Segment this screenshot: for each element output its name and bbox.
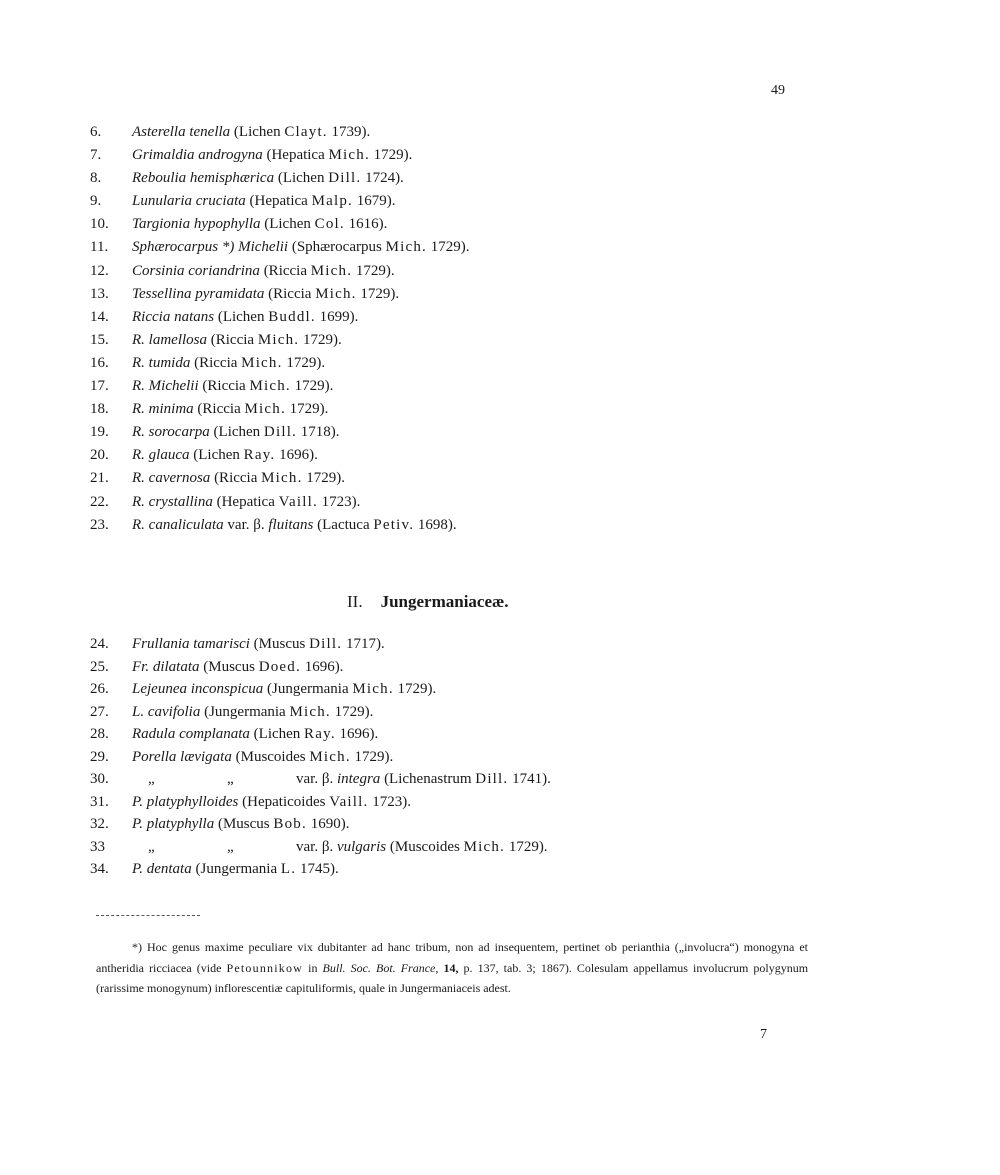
year: 1729). xyxy=(354,748,394,765)
list-item xyxy=(90,467,470,490)
year: 1739). xyxy=(331,124,371,140)
variety-name: fluitans xyxy=(268,516,314,533)
year: 1729). xyxy=(373,147,413,164)
section-title: Jungermaniaceæ. xyxy=(380,592,509,611)
footnote-text: p. 137, tab. 3; 1867). Colesulam appellamus involucrum polygynum (rarissime monogynum) inflorescentiæ capituliformis, quale in Jungermaniaceis adest. xyxy=(96,960,809,995)
entry-number: 11. xyxy=(90,239,109,256)
list-item xyxy=(90,144,470,167)
list-item xyxy=(90,813,436,836)
year: 1679). xyxy=(356,193,396,210)
year: 1729). xyxy=(397,681,437,697)
author: Mich. xyxy=(241,354,283,371)
species-name: Fr. dilatata xyxy=(132,658,200,675)
species-name: Radula complanata xyxy=(132,726,250,742)
synonym: (Lactuca xyxy=(317,516,370,533)
list-item xyxy=(90,491,470,514)
entry-number: 19. xyxy=(90,424,109,441)
species-name: P. platyphylloides xyxy=(132,793,239,810)
year: 1696). xyxy=(279,447,318,464)
species-name: Reboulia hemisphærica xyxy=(132,170,275,187)
list-item xyxy=(90,746,436,769)
footnote xyxy=(96,937,808,999)
synonym: (Lichenastrum xyxy=(384,771,472,787)
synonym: (Lichen xyxy=(277,170,325,187)
species-name: R. crystallina xyxy=(132,493,213,510)
author: Ray. xyxy=(304,726,336,742)
species-name: R. lamellosa xyxy=(132,331,207,348)
species-name: P. platyphylla xyxy=(132,816,215,832)
entry-number: 33 xyxy=(90,838,105,855)
author: Vaill. xyxy=(278,493,318,510)
author: Dill. xyxy=(475,771,509,787)
species-name: P. dentata xyxy=(132,861,192,877)
list-item xyxy=(90,121,470,144)
species-name: R. Michelii xyxy=(132,378,199,395)
species-name: Grimaldia androgyna xyxy=(132,147,263,164)
footnote-rule xyxy=(96,915,200,916)
author: Mich. xyxy=(261,470,303,487)
species-name: Sphærocarpus *) Michelii xyxy=(132,239,289,256)
author: Col. xyxy=(314,216,345,233)
species-name: Lunularia cruciata xyxy=(132,193,246,210)
year: 1690). xyxy=(310,816,350,832)
synonym: (Riccia xyxy=(263,262,307,279)
author: Mich. xyxy=(385,239,428,256)
species-list-part-1 xyxy=(90,121,470,537)
species-list-part-2 xyxy=(90,633,551,881)
entry-number: 8. xyxy=(90,170,102,187)
author: Dill. xyxy=(328,170,362,187)
variety-label: var. β. xyxy=(296,771,334,787)
year: 1729). xyxy=(289,401,329,418)
entry-number: 25. xyxy=(90,658,109,675)
year: 1729). xyxy=(286,354,326,371)
list-item xyxy=(90,444,470,467)
entry-number: 14. xyxy=(90,308,109,325)
entry-number: 6. xyxy=(90,124,102,140)
synonym: (Riccia xyxy=(202,378,246,395)
entry-number: 29. xyxy=(90,748,109,765)
author: Mich. xyxy=(315,285,357,302)
list-item xyxy=(90,236,470,259)
author: Doed. xyxy=(258,658,301,675)
entry-number: 30. xyxy=(90,771,109,787)
author: Petiv. xyxy=(373,516,415,533)
synonym: (Muscoides xyxy=(235,748,306,765)
species-name: Riccia natans xyxy=(132,308,215,325)
year: 1729). xyxy=(334,703,374,720)
list-item xyxy=(90,167,470,190)
year: 1723). xyxy=(372,793,411,810)
year: 1723). xyxy=(321,493,361,510)
author: Malp. xyxy=(311,193,353,210)
entry-number: 22. xyxy=(90,493,109,510)
list-item xyxy=(90,723,436,746)
entry-number: 23. xyxy=(90,516,109,533)
synonym: (Muscus xyxy=(203,658,255,675)
year: 1729). xyxy=(302,331,342,348)
entry-number: 15. xyxy=(90,331,109,348)
list-item xyxy=(90,656,436,679)
species-name: R. canaliculata xyxy=(132,516,224,533)
author: Ray. xyxy=(243,447,276,464)
year: 1698). xyxy=(417,516,457,533)
synonym: (Jungermania xyxy=(204,703,286,720)
synonym: (Riccia xyxy=(210,331,255,348)
year: 1724). xyxy=(365,170,404,187)
footnote-volume: 14, xyxy=(443,960,459,975)
synonym: (Sphærocarpus xyxy=(291,239,382,256)
variety-entry xyxy=(296,768,551,791)
author: Bob. xyxy=(273,816,307,832)
year: 1718). xyxy=(300,424,340,441)
entry-number: 32. xyxy=(90,816,109,832)
synonym: (Muscus xyxy=(217,816,270,832)
synonym: (Riccia xyxy=(214,470,258,487)
author: Mich. xyxy=(352,681,394,697)
list-item xyxy=(90,421,470,444)
footnote-text: in xyxy=(308,960,318,975)
entry-number: 26. xyxy=(90,681,109,697)
year: 1729). xyxy=(306,470,346,487)
synonym: (Lichen xyxy=(264,216,311,233)
synonym: (Jungermania xyxy=(266,681,349,697)
section-numeral: II. xyxy=(347,592,363,611)
author: Mich. xyxy=(463,838,506,855)
author: L. xyxy=(280,861,297,877)
ditto-mark: „ xyxy=(148,771,155,787)
list-item xyxy=(90,633,436,656)
entry-number: 34. xyxy=(90,861,109,877)
entry-number: 27. xyxy=(90,703,109,720)
entry-number: 10. xyxy=(90,216,109,233)
author: Mich. xyxy=(257,331,300,348)
author: Mich. xyxy=(310,262,353,279)
entry-number: 9. xyxy=(90,193,102,210)
year: 1729). xyxy=(430,239,470,256)
footnote-marker: *) xyxy=(132,940,142,954)
species-name: Corsinia coriandrina xyxy=(132,262,260,279)
author: Mich. xyxy=(249,378,291,395)
species-name: L. cavifolia xyxy=(132,703,201,720)
variety-label: var. β. xyxy=(227,516,265,533)
author: Buddl. xyxy=(268,308,316,325)
synonym: (Hepatica xyxy=(266,147,325,164)
list-item xyxy=(90,329,470,352)
variety-entry xyxy=(296,836,548,859)
author: Dill. xyxy=(263,424,298,441)
year: 1717). xyxy=(345,636,385,652)
year: 1696). xyxy=(339,726,379,742)
footnote-text: Hoc genus maxime peculiare vix dubitanter ad hanc tribum, non ad insequentem, pertinet ob perianthia („involucra“) monogyna et antheridia ricciacea (vide xyxy=(96,940,808,975)
year: 1729). xyxy=(508,838,548,855)
list-item xyxy=(90,768,551,791)
list-item xyxy=(90,283,470,306)
entry-number: 24. xyxy=(90,636,109,652)
author: Vaill. xyxy=(329,793,369,810)
author: Mich. xyxy=(289,703,331,720)
author: Mich. xyxy=(328,147,370,164)
synonym: (Muscus xyxy=(253,636,306,652)
author: Dill. xyxy=(309,636,343,652)
synonym: (Hepatica xyxy=(216,493,275,510)
list-item xyxy=(90,791,436,814)
year: 1729). xyxy=(294,378,334,395)
species-name: R. minima xyxy=(132,401,194,418)
entry-number: 17. xyxy=(90,378,109,395)
entry-number: 20. xyxy=(90,447,109,464)
synonym: (Muscoides xyxy=(389,838,460,855)
synonym: (Jungermania xyxy=(195,861,278,877)
synonym: (Lichen xyxy=(217,308,265,325)
synonym: (Hepatica xyxy=(249,193,308,210)
ditto-mark: „ xyxy=(148,838,155,855)
list-item xyxy=(90,514,470,537)
list-item xyxy=(90,190,470,213)
list-item xyxy=(90,858,436,881)
year: 1696). xyxy=(304,658,344,675)
synonym: (Lichen xyxy=(193,447,240,464)
list-item xyxy=(90,352,470,375)
footnote-author: Petounnikow xyxy=(226,960,304,975)
year: 1699). xyxy=(319,308,359,325)
entry-number: 21. xyxy=(90,470,109,487)
list-item xyxy=(90,836,548,859)
species-name: R. glauca xyxy=(132,447,190,464)
species-name: Targionia hypophylla xyxy=(132,216,261,233)
ditto-mark: „ xyxy=(227,771,234,787)
synonym: (Hepaticoides xyxy=(242,793,326,810)
list-item xyxy=(90,678,436,701)
synonym: (Riccia xyxy=(268,285,312,302)
synonym: (Riccia xyxy=(197,401,241,418)
author: Mich. xyxy=(244,401,286,418)
species-name: Tessellina pyramidata xyxy=(132,285,265,302)
synonym: (Lichen xyxy=(253,726,301,742)
list-item xyxy=(90,398,470,421)
list-item xyxy=(90,213,470,236)
list-item xyxy=(90,306,470,329)
year: 1741). xyxy=(512,771,551,787)
synonym: (Riccia xyxy=(194,354,238,371)
year: 1745). xyxy=(299,861,339,877)
species-name: Porella lævigata xyxy=(132,748,232,765)
species-name: R. sorocarpa xyxy=(132,424,210,441)
entry-number: 18. xyxy=(90,401,109,418)
year: 1729). xyxy=(355,262,395,279)
year: 1616). xyxy=(348,216,388,233)
entry-number: 31. xyxy=(90,793,109,810)
entry-number: 13. xyxy=(90,285,109,302)
footnote-journal: Bull. Soc. Bot. France, xyxy=(322,960,439,975)
section-heading xyxy=(347,592,509,612)
species-name: Asterella tenella xyxy=(132,124,231,140)
entry-number: 16. xyxy=(90,354,109,371)
species-name: Frullania tamarisci xyxy=(132,636,250,652)
synonym: (Lichen xyxy=(213,424,261,441)
species-name: R. cavernosa xyxy=(132,470,211,487)
entry-number: 28. xyxy=(90,726,109,742)
page-number: 49 xyxy=(771,83,785,98)
list-item xyxy=(90,260,470,283)
species-name: R. tumida xyxy=(132,354,191,371)
entry-number: 7. xyxy=(90,147,102,164)
entry-number: 12. xyxy=(90,262,109,279)
year: 1729). xyxy=(360,285,400,302)
list-item xyxy=(90,701,436,724)
variety-name: vulgaris xyxy=(336,838,387,855)
author: Clayt. xyxy=(284,124,328,140)
synonym: (Lichen xyxy=(233,124,281,140)
ditto-mark: „ xyxy=(227,838,234,855)
variety-label: var. β. xyxy=(296,838,334,855)
author: Mich. xyxy=(309,748,351,765)
list-item xyxy=(90,375,470,398)
signature-mark: 7 xyxy=(760,1027,767,1042)
species-name: Lejeunea inconspicua xyxy=(132,681,264,697)
variety-name: integra xyxy=(336,771,381,787)
